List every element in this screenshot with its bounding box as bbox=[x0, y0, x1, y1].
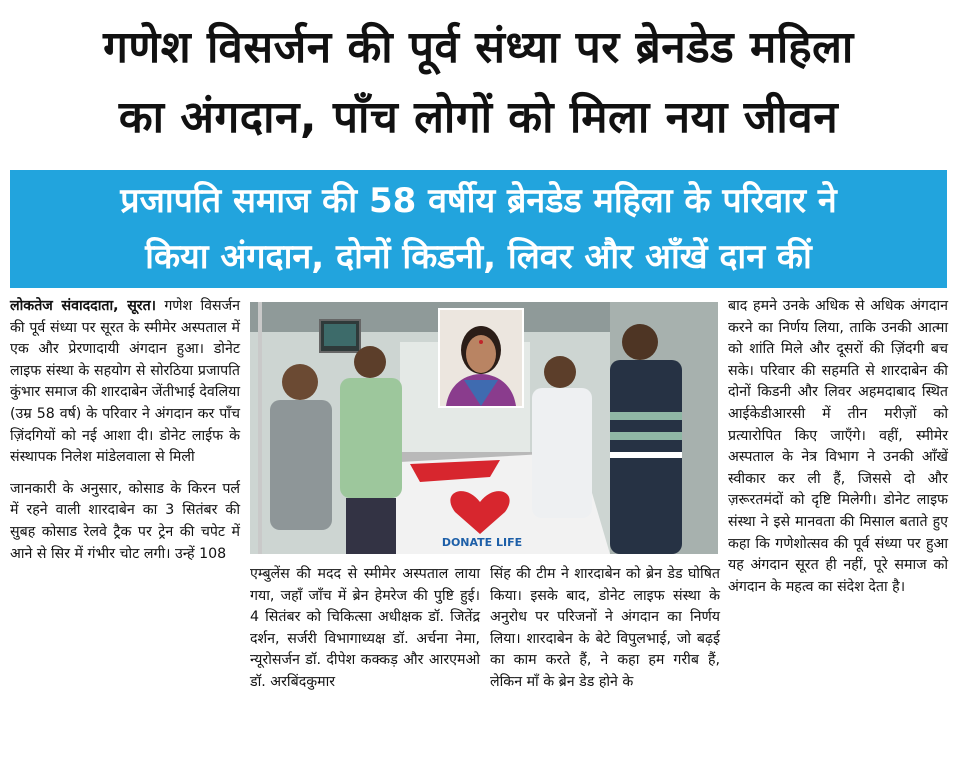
headline bbox=[0, 0, 957, 166]
subheadline-line-1: प्रजापति समाज की 58 वर्षीय ब्रेनडेड महिला के परिवार ने bbox=[120, 181, 837, 221]
article-column-2 bbox=[250, 564, 480, 764]
article-paragraph-1 bbox=[10, 296, 240, 469]
subheadline-line-2: किया अंगदान, दोनों किडनी, लिवर और आँखें दान कीं bbox=[145, 237, 812, 277]
article-paragraph-4: सिंह की टीम ने शारदाबेन को ब्रेन डेड घोषित किया। इसके बाद, डोनेट लाइफ संस्था के अनुरोध पर परिजनों ने अंगदान का निर्णय लिया। शारदाबेन के बेटे विपुलभाई, जो बढ़ई का काम करते हैं, ने कहा हम गरीब हैं, लेकिन माँ के ब्रेन डेड होने के bbox=[490, 566, 720, 690]
byline: लोकतेज संवाददाता, सूरत। bbox=[10, 298, 157, 314]
article-column-3 bbox=[490, 564, 720, 764]
article-text-1: गणेश विसर्जन की पूर्व संध्या पर सूरत के स्मीमेर अस्पताल में एक और प्रेरणादायी अंगदान हुआ। डोनेट लाइफ संस्था के सहयोग से सोरठिया प्रजापति कुंभार समाज की शारदाबेन जेंतीभाई देवलिया (उम्र 58 वर्ष) के परिवार ने अंगदान कर पाँच ज़िंदगियों को नई आशा दी। डोनेट लाईफ के संस्थापक निलेश मांडेलवाला से मिली bbox=[10, 298, 241, 466]
sheet-label: DONATE LIFE bbox=[441, 536, 523, 549]
article-paragraph-3: एम्बुलेंस की मदद से स्मीमेर अस्पताल लाया गया, जहाँ जाँच में ब्रेन हेमरेज की पुष्टि हुई। 4 सितंबर को चिकित्सा अधीक्षक डॉ. जितेंद्र दर्शन, सर्जरी विभागाध्यक्ष डॉ. अर्चना नेमा, न्यूरोसर्जन डॉ. दीपेश कक्कड़ और आरएमओ डॉ. अरबिंदकुमार bbox=[250, 566, 480, 690]
article-paragraph-5: बाद हमने उनके अधिक से अधिक अंगदान करने का निर्णय लिया, ताकि उनकी आत्मा को शांति मिले और दूसरों की ज़िंदगी बच सके। परिवार की सहमति से शारदाबेन की दोनों किडनी और लिवर अहमदाबाद स्थित आईकेडीआरसी में तीन मरीज़ों को प्रत्यारोपित किए जाएँगे। वहीं, स्मीमेर अस्पताल के नेत्र विभाग ने उनकी आँखें स्वीकार कर ली हैं, जिससे दो और ज़रूरतमंदों को दृष्टि मिलेगी। डोनेट लाइफ संस्था ने इसे मानवता की मिसाल बताते हुए कहा कि गणेशोत्सव की पूर्व संध्या पर हुआ यह अंगदान सूरत ही नहीं, पूरे समाज को अंगदान के महत्व का संदेश देता है। bbox=[728, 298, 948, 595]
headline-line-2: का अंगदान, पाँच लोगों को मिला नया जीवन bbox=[118, 92, 839, 143]
portrait-illustration bbox=[440, 310, 522, 406]
headline-line-1: गणेश विसर्जन की पूर्व संध्या पर ब्रेनडेड महिला bbox=[103, 22, 854, 73]
article-column-1 bbox=[10, 296, 240, 762]
article-paragraph-2: जानकारी के अनुसार, कोसाड के किरन पर्ल में रहने वाली शारदाबेन का 3 सितंबर की सुबह कोसाड रेलवे ट्रैक पर ट्रेन की चपेट में आने से सिर में गंभीर चोट लगी। उन्हें 108 bbox=[10, 480, 240, 562]
portrait-inset bbox=[438, 308, 524, 408]
article-column-4 bbox=[728, 296, 948, 762]
subheadline-banner bbox=[10, 170, 947, 288]
